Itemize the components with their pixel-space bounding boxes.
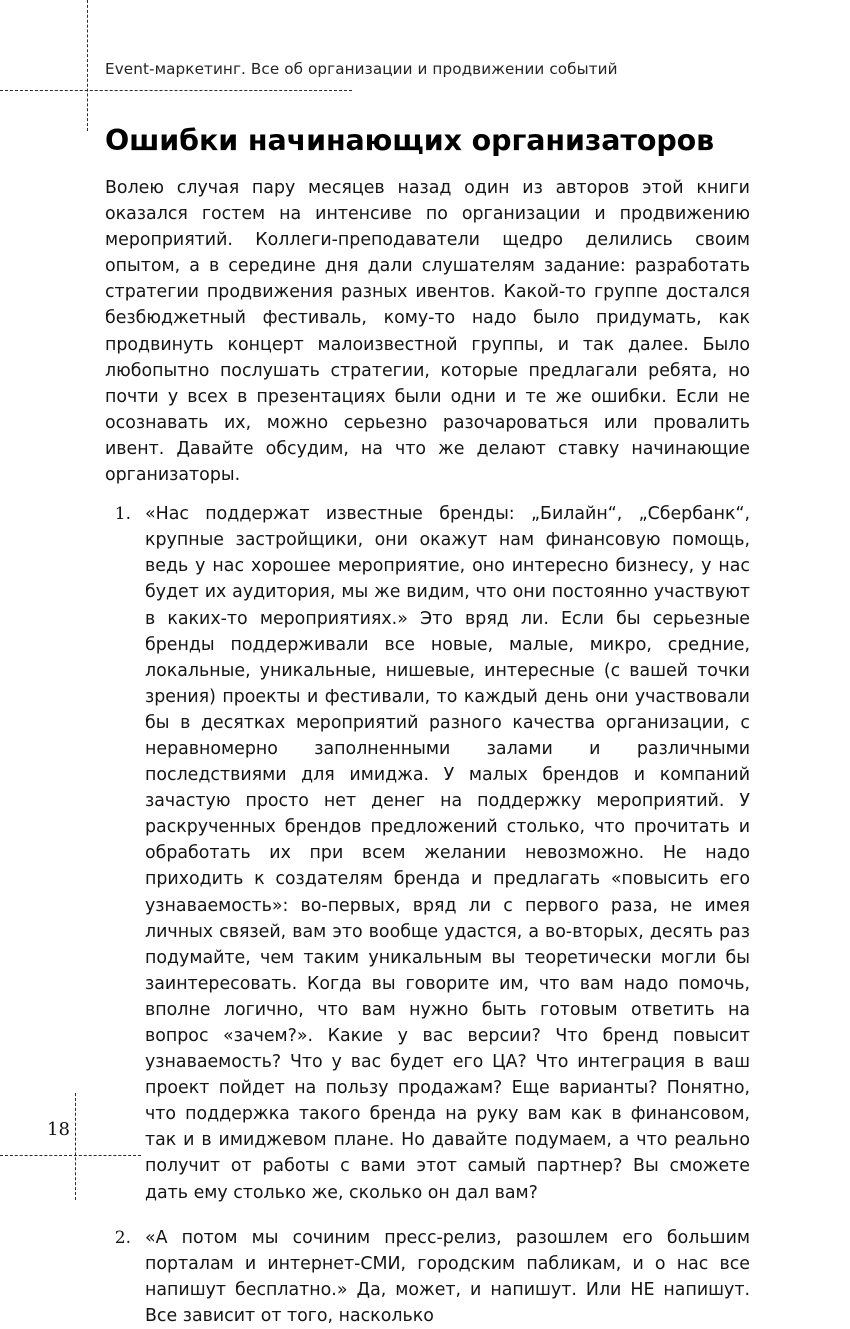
body-content: [105, 175, 750, 1329]
running-head: Event-маркетинг. Все об организации и продвижении событий: [105, 60, 618, 78]
list-item-text: «Нас поддержат известные бренды: „Билайн“, „Сбербанк“, крупные застройщики, они окажут нам финансовую помощь, ведь у нас хорошее мероприятие, оно интересно бизнесу, у нас будет их аудитория, мы же видим, что они постоянно участвуют в каких-то мероприятиях.» Это вряд ли. Если бы серьезные бренды поддерживали все новые, малые, микро, средние, локальные, уникальные, нишевые, интересные (с вашей точки зрения) проекты и фестивали, то каждый день они участвовали бы в десятках мероприятий разного качества организации, с неравномерно заполненными залами и различными последствиями для имиджа. У малых брендов и компаний зачастую просто нет денег на поддержку мероприятий. У раскрученных брендов предложений столько, что прочитать и обработать их при всем желании невозможно. Не надо приходить к создателям бренда и предлагать «повысить его узнаваемость»: во-первых, вряд ли с первого раза, не имея личных связей, вам это вообще удастся, а во-вторых, десять раз подумайте, чем таким уникальным вы теоретически могли бы заинтересовать. Когда вы говорите им, что вам надо помочь, вполне логично, что вам нужно быть готовым ответить на вопрос «зачем?». Какие у вас версии? Что бренд повысит узнаваемость? Что у вас будет его ЦА? Что интеграция в ваш проект пойдет на пользу продажам? Еще варианты? Понятно, что поддержка такого бренда на руку вам как в финансовом, так и в имиджевом плане. Но давайте подумаем, а что реально получит от работы с вами этот самый партнер? Вы сможете дать ему столько же, сколько он дал вам?: [145, 504, 750, 1203]
list-item-text: «А потом мы сочиним пресс-релиз, разошлем его большим порталам и интернет-СМИ, городским пабликам, и о нас все напишут бесплатно.» Да, может, и напишут. Или НЕ напишут. Все зависит от того, насколько: [145, 1227, 750, 1326]
list-item: [105, 1225, 750, 1329]
list-item-marker: 1.: [114, 504, 131, 525]
intro-paragraph: Волею случая пару месяцев назад один из авторов этой книги оказался гостем на интенсиве по организации и продвижению мероприятий. Коллеги-преподаватели щедро делились своим опытом, а в середине дня дали слушателям задание: разработать стратегии продвижения разных ивентов. Какой-то группе достался безбюджетный фестиваль, кому-то надо было придумать, как продвинуть концерт малоизвестной группы, и так далее. Было любопытно послушать стратегии, которые предлагали ребята, но почти у всех в презентациях были одни и те же ошибки. Если не осознавать их, можно серьезно разочароваться или провалить ивент. Давайте обсудим, на что же делают ставку начинающие организаторы.: [105, 178, 750, 486]
page-title: Ошибки начинающих организаторов: [105, 124, 715, 157]
crop-mark-vertical-top: [87, 0, 88, 131]
list-item: [105, 501, 750, 1206]
mistakes-list: [105, 501, 750, 1329]
crop-mark-horizontal-top: [0, 90, 352, 91]
list-item-marker: 2.: [114, 1227, 131, 1248]
page-number: 18: [47, 1119, 70, 1140]
crop-mark-vertical-bottom: [75, 1093, 76, 1200]
